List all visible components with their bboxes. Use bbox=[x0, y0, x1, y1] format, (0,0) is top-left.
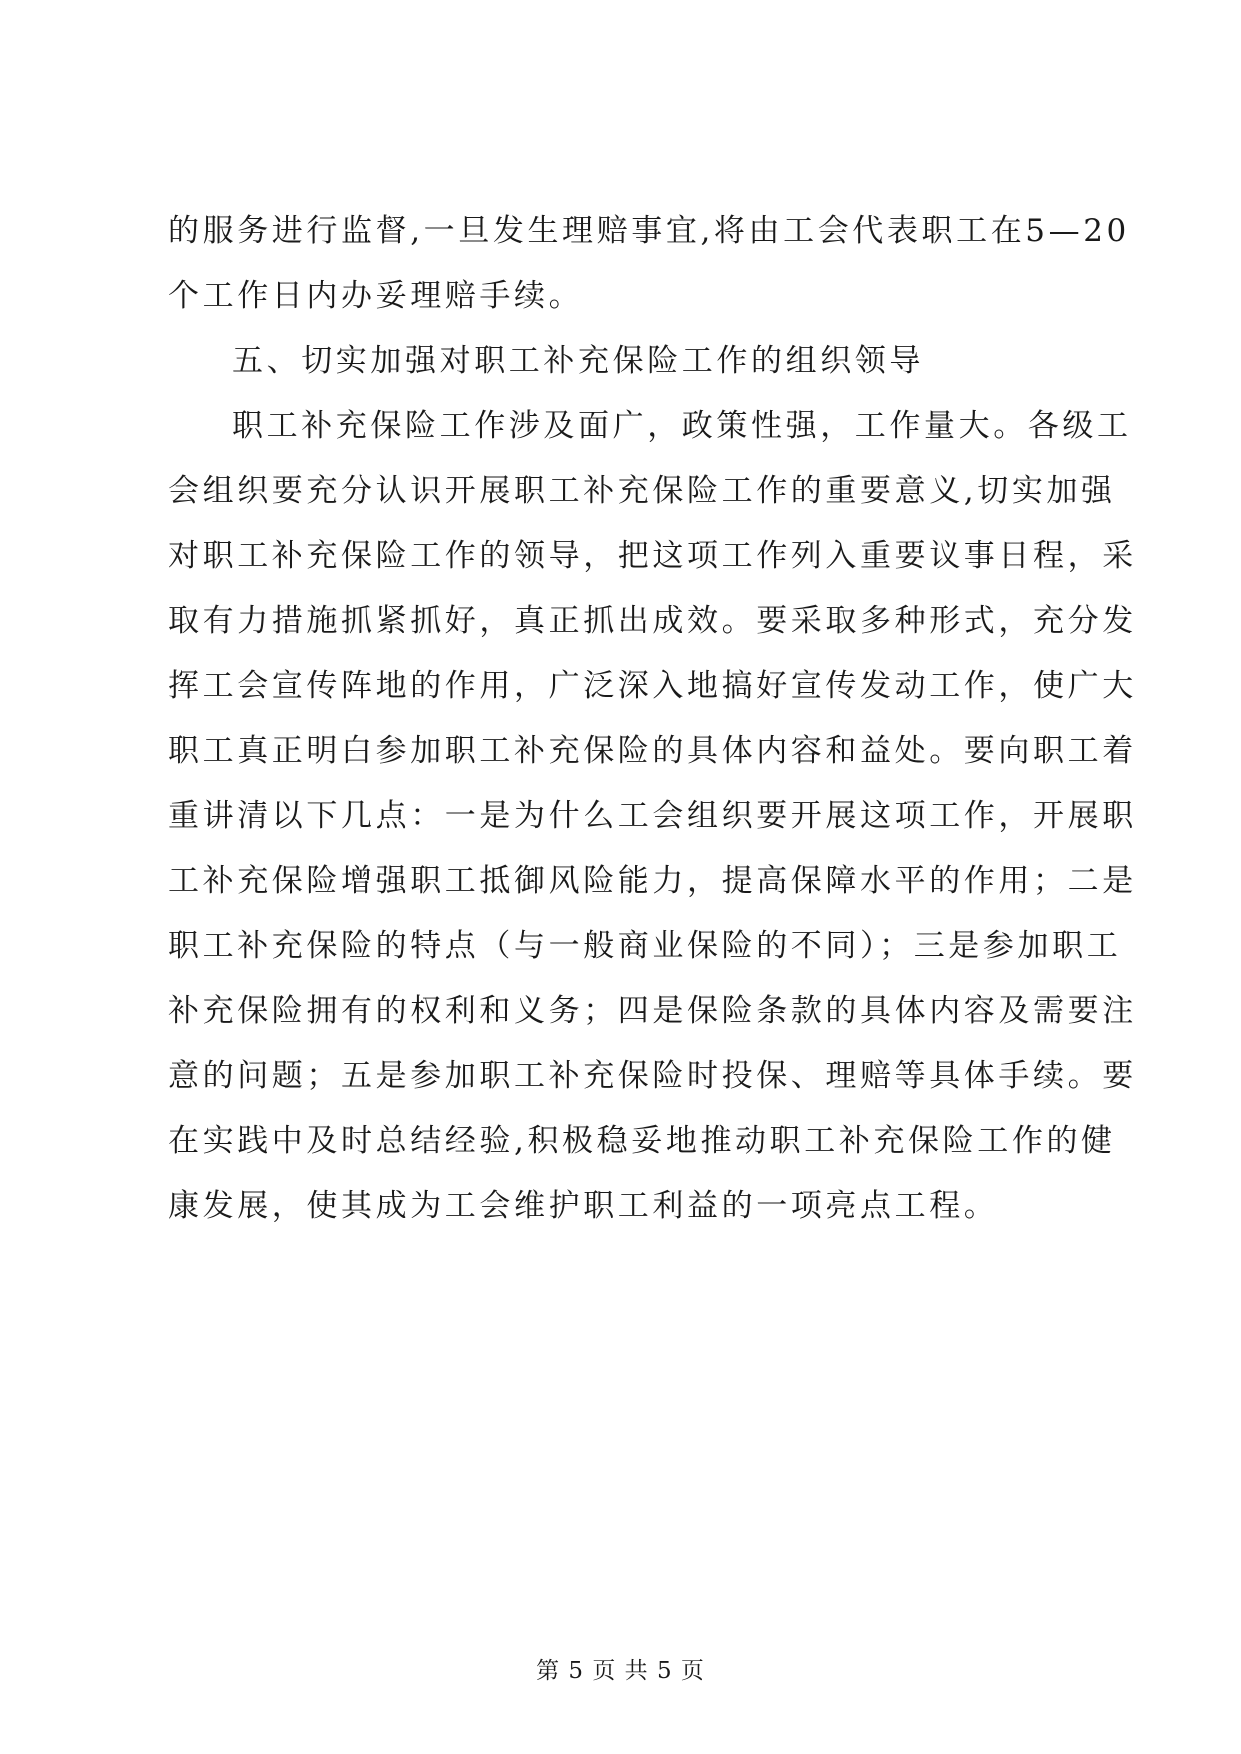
body-line-1: 的服务进行监督,一旦发生理赔事宜,将由工会代表职工在5—20 bbox=[168, 213, 1130, 249]
body-line-10: 重讲清以下几点：一是为什么工会组织要开展这项工作，开展职 bbox=[168, 798, 1137, 834]
body-line-8: 挥工会宣传阵地的作用，广泛深入地搞好宣传发动工作，使广大 bbox=[168, 668, 1137, 704]
body-line-16: 康发展，使其成为工会维护职工利益的一项亮点工程。 bbox=[168, 1188, 999, 1224]
section-heading: 五、切实加强对职工补充保险工作的组织领导 bbox=[232, 343, 924, 379]
body-line-14: 意的问题；五是参加职工补充保险时投保、理赔等具体手续。要 bbox=[168, 1058, 1137, 1094]
page-number-footer: 第 5 页 共 5 页 bbox=[536, 1658, 705, 1684]
body-line-5: 会组织要充分认识开展职工补充保险工作的重要意义,切实加强 bbox=[168, 473, 1116, 509]
body-line-12: 职工补充保险的特点（与一般商业保险的不同）；三是参加职工 bbox=[168, 928, 1122, 964]
body-line-4: 职工补充保险工作涉及面广，政策性强，工作量大。各级工 bbox=[232, 408, 1132, 444]
body-line-7: 取有力措施抓紧抓好，真正抓出成效。要采取多种形式，充分发 bbox=[168, 603, 1137, 639]
body-line-11: 工补充保险增强职工抵御风险能力，提高保障水平的作用；二是 bbox=[168, 863, 1137, 899]
body-line-2: 个工作日内办妥理赔手续。 bbox=[168, 278, 584, 314]
body-line-6: 对职工补充保险工作的领导，把这项工作列入重要议事日程，采 bbox=[168, 538, 1137, 574]
body-line-15: 在实践中及时总结经验,积极稳妥地推动职工补充保险工作的健 bbox=[168, 1123, 1116, 1159]
body-line-9: 职工真正明白参加职工补充保险的具体内容和益处。要向职工着 bbox=[168, 733, 1137, 769]
body-line-13: 补充保险拥有的权利和义务；四是保险条款的具体内容及需要注 bbox=[168, 993, 1137, 1029]
